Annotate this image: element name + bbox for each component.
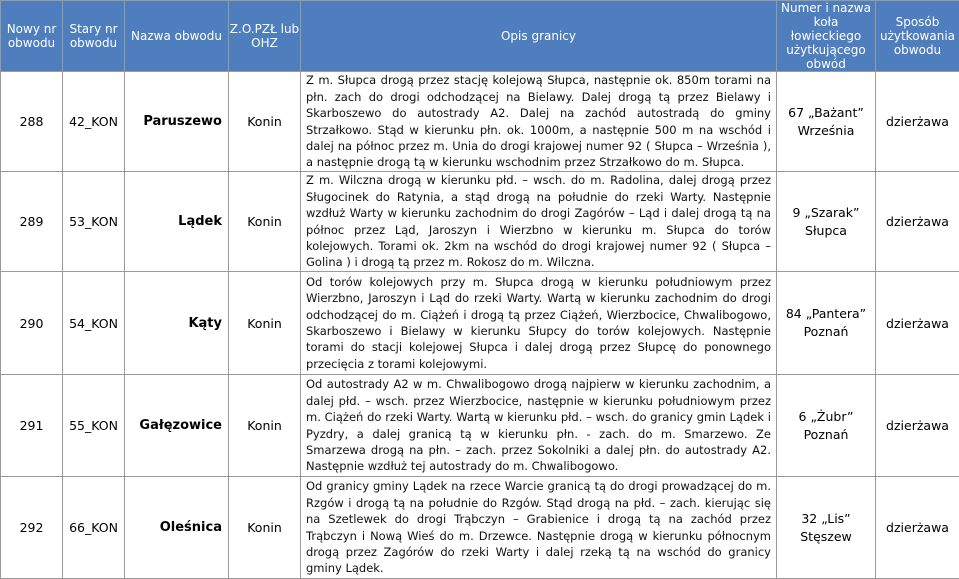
kolo-city: Września bbox=[798, 123, 855, 138]
kolo-name: 9 „Szarak” bbox=[792, 205, 859, 220]
cell-sposob: dzierżawa bbox=[876, 375, 959, 477]
header-opis: Opis granicy bbox=[301, 1, 777, 72]
kolo-city: Stęszew bbox=[800, 529, 852, 544]
cell-nazwa: Oleśnica bbox=[125, 477, 229, 579]
header-nowy: Nowy nr obwodu bbox=[1, 1, 63, 72]
header-row bbox=[1, 1, 959, 72]
header-sposob: Sposób użytkowania obwodu bbox=[876, 1, 959, 72]
cell-zo: Konin bbox=[229, 172, 301, 272]
cell-nowy: 292 bbox=[1, 477, 63, 579]
cell-zo: Konin bbox=[229, 477, 301, 579]
cell-zo: Konin bbox=[229, 72, 301, 172]
cell-sposob: dzierżawa bbox=[876, 172, 959, 272]
table-row bbox=[1, 72, 959, 172]
cell-nazwa: Paruszewo bbox=[125, 72, 229, 172]
table-row bbox=[1, 172, 959, 272]
cell-sposob: dzierżawa bbox=[876, 477, 959, 579]
cell-opis: Z m. Wilczna drogą w kierunku płd. – wsch. do m. Radolina, dalej drogą przez Sługocinek do Ratynia, a stąd drogą na południe do rzeki Warty. Następnie wzdłuż Warty w kierunku zachodnim do drogi Zagórów – Ląd i dalej drogą tą na północ przez Ląd, Jaroszyn i Wierzbno w kierunku m. Słupca do torów kolejowych. Torami ok. 2km na wschód do drogi krajowej numer 92 ( Słupca – Golina ) i drogą tą przez m. Rokosz do m. Wilczna. bbox=[301, 172, 777, 272]
kolo-name: 84 „Pantera” bbox=[786, 306, 866, 321]
table-row bbox=[1, 272, 959, 375]
cell-kolo bbox=[777, 477, 876, 579]
cell-opis: Z m. Słupca drogą przez stację kolejową Słupca, następnie ok. 850m torami na płn. zach do drogi odchodzącej na Bielawy. Dalej drogą tą przez Bielawy i Skarboszewo do autostrady A2. Dalej na zachód autostradą do gminy Strzałkowo. Stąd w kierunku płn. ok. 1000m, a następnie 500 m na wschód i dalej na północ przez m. Unia do drogi krajowej numer 92 ( Słupca – Września ), a następnie drogą tą w kierunku wschodnim przez Strzałkowo do m. Słupca. bbox=[301, 72, 777, 172]
cell-kolo bbox=[777, 272, 876, 375]
kolo-name: 6 „Żubr” bbox=[799, 409, 854, 424]
cell-nazwa: Lądek bbox=[125, 172, 229, 272]
cell-opis: Od autostrady A2 w m. Chwalibogowo drogą najpierw w kierunku zachodnim, a dalej płd. – wsch. przez Wierzbocice, następnie w kierunku południowym przez m. Ciążeń do rzeki Warty. Wartą w kierunku płd. – wsch. do granicy gmin Lądek i Pyzdry, a dalej granicą tą w kierunku płn. - zach. do m. Smarzewo. Ze Smarzewa drogą na płn. – zach. przez Sokolniki a dalej płn. do autostrady A2. Następnie wzdłuż tej autostrady do m. Chwalibogowo. bbox=[301, 375, 777, 477]
cell-opis: Od torów kolejowych przy m. Słupca drogą w kierunku południowym przez Wierzbno, Jaroszyn i Ląd do rzeki Warty. Wartą w kierunku zachodnim do drogi odchodzącej do m. Ciążeń i drogą tą przez Ciążeń, Wierzbocice, Chwalibogowo, Skarboszewo i Bielawy w kierunku Słupcy do torów kolejowych. Następnie torami do stacji kolejowej Słupca i dalej drogą przez Słupcę do ponownego przecięcia z torami kolejowymi. bbox=[301, 272, 777, 375]
kolo-city: Poznań bbox=[804, 427, 849, 442]
cell-nazwa: Kąty bbox=[125, 272, 229, 375]
kolo-name: 32 „Lis” bbox=[801, 511, 850, 526]
kolo-city: Poznań bbox=[804, 324, 849, 339]
cell-nowy: 290 bbox=[1, 272, 63, 375]
header-stary: Stary nr obwodu bbox=[63, 1, 125, 72]
cell-opis: Od granicy gminy Lądek na rzece Warcie granicą tą do drogi prowadzącej do m. Rzgów i drogą tą na południe do Rzgów. Stąd drogą na płd. – zach. kierując się na Szetlewek do drogi Trąbczyn – Grabienice i drogą tą na zachód przez Trąbczyn i Nową Wieś do m. Drzewce. Następnie drogą w kierunku północnym drogą przez Zagórów do rzeki Warty i dalej rzeką tą na wschód do granicy gminy Lądek. bbox=[301, 477, 777, 579]
cell-stary: 53_KON bbox=[63, 172, 125, 272]
kolo-name: 67 „Bażant” bbox=[788, 105, 864, 120]
cell-stary: 66_KON bbox=[63, 477, 125, 579]
cell-stary: 42_KON bbox=[63, 72, 125, 172]
cell-kolo bbox=[777, 172, 876, 272]
cell-nowy: 288 bbox=[1, 72, 63, 172]
header-zo: Z.O.PZŁ lub OHZ bbox=[229, 1, 301, 72]
header-kolo: Numer i nazwa koła łowieckiego użytkującego obwód bbox=[777, 1, 876, 72]
cell-stary: 55_KON bbox=[63, 375, 125, 477]
cell-nowy: 291 bbox=[1, 375, 63, 477]
cell-sposob: dzierżawa bbox=[876, 272, 959, 375]
table-row bbox=[1, 477, 959, 579]
kolo-city: Słupca bbox=[805, 223, 847, 238]
table-row bbox=[1, 375, 959, 477]
cell-nowy: 289 bbox=[1, 172, 63, 272]
cell-zo: Konin bbox=[229, 272, 301, 375]
header-nazwa: Nazwa obwodu bbox=[125, 1, 229, 72]
cell-stary: 54_KON bbox=[63, 272, 125, 375]
cell-zo: Konin bbox=[229, 375, 301, 477]
cell-sposob: dzierżawa bbox=[876, 72, 959, 172]
cell-kolo bbox=[777, 72, 876, 172]
cell-nazwa: Gałęzowice bbox=[125, 375, 229, 477]
cell-kolo bbox=[777, 375, 876, 477]
